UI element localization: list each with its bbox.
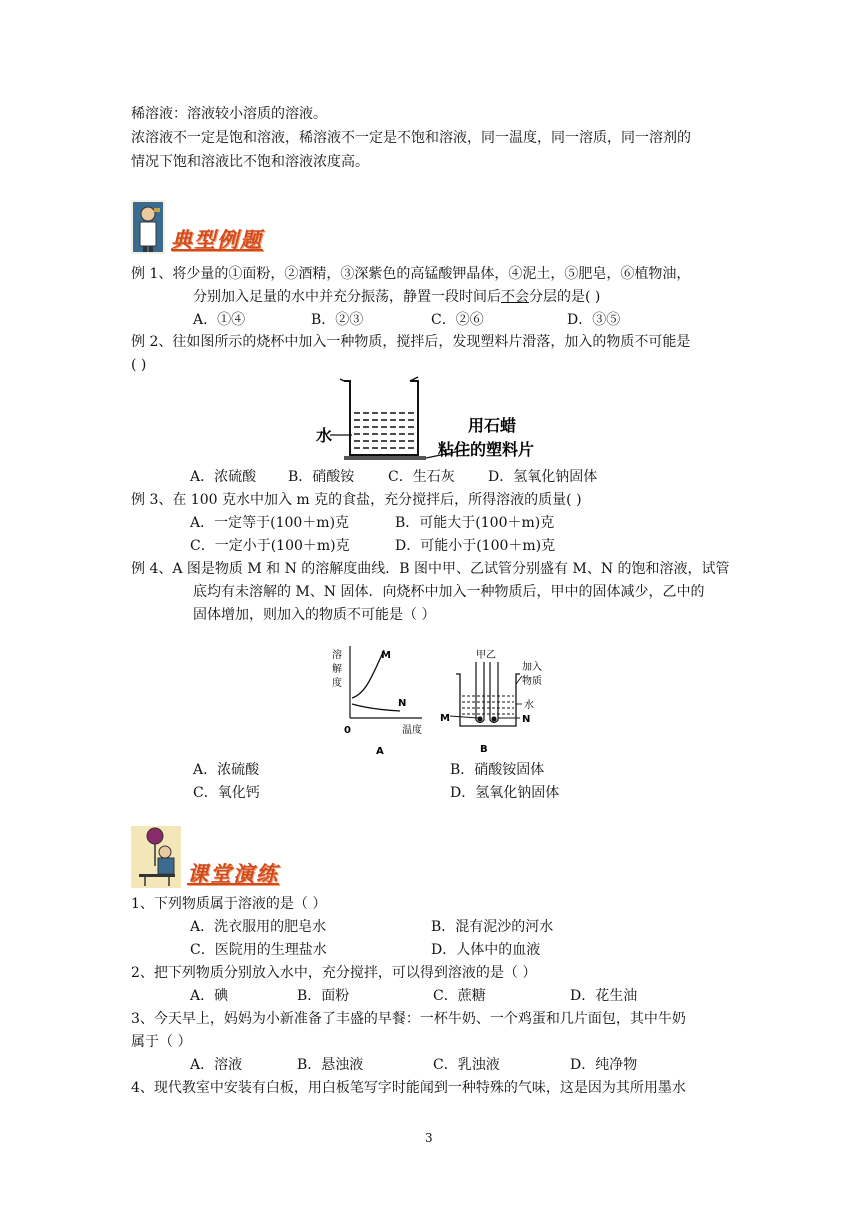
ex4-line-1: 例 4、A 图是物质 M 和 N 的溶解度曲线．B 图中甲、乙试管分别盛有 M、N 的饱和溶液，试管	[131, 561, 730, 577]
y-label-1: 溶	[332, 650, 342, 661]
ex1-option-a: A．①④	[193, 312, 246, 328]
x-label: 温度	[402, 725, 422, 736]
q3-option-d: D．纯净物	[570, 1057, 638, 1073]
wax-label: 用石蜡	[468, 416, 517, 435]
caption-a: A	[376, 746, 384, 757]
test-tube-jia	[476, 662, 484, 723]
add-substance-label-2: 物质	[522, 676, 542, 687]
water-label: 水	[316, 426, 333, 445]
solubility-chart-a	[326, 642, 426, 760]
ex4-option-d: D．氢氧化钠固体	[450, 785, 560, 801]
curve-n	[352, 704, 400, 711]
beaker-figure	[310, 375, 560, 465]
section-title: 课堂演练	[187, 862, 279, 886]
q3-option-a: A．溶液	[190, 1057, 243, 1073]
ex4-option-c: C．氧化钙	[193, 785, 260, 801]
ex1-underlined-word: 不会	[501, 289, 529, 305]
ex4-option-a: A．浓硫酸	[193, 762, 260, 778]
q1-option-b: B．混有泥沙的河水	[431, 919, 554, 935]
ex2-option-c: C．生石灰	[388, 469, 455, 485]
solid-n	[491, 716, 496, 721]
teacher-icon	[131, 200, 165, 254]
ex2-option-a: A．浓硫酸	[190, 469, 257, 485]
q3-option-c: C．乳浊液	[433, 1057, 500, 1073]
q2-option-d: D．花生油	[570, 988, 638, 1004]
ex4-line-3: 固体增加，则加入的物质不可能是（ ）	[193, 607, 436, 623]
caption-b: B	[480, 744, 488, 755]
label-n: N	[398, 698, 407, 709]
test-tube-yi	[490, 662, 498, 723]
ex1-line-2b: 分层的是( )	[529, 289, 601, 305]
origin-label: 0	[344, 725, 351, 736]
section-header-typical-examples	[131, 200, 263, 254]
intro-line-2: 浓溶液不一定是饱和溶液，稀溶液不一定是不饱和溶液，同一温度，同一溶质，同一溶剂的	[131, 130, 691, 146]
y-label-3: 度	[332, 678, 342, 689]
ex3-option-b: B．可能大于(100＋m)克	[395, 515, 555, 531]
scientist-icon	[131, 826, 181, 888]
ex3-line-1: 例 3、在 100 克水中加入 m 克的食盐，充分搅拌后，所得溶液的质量( )	[131, 492, 582, 508]
label-n-b: N	[522, 714, 531, 725]
intro-line-1: 稀溶液：溶液较小溶质的溶液。	[131, 106, 327, 122]
plastic-sheet	[344, 456, 426, 460]
ex3-option-d: D．可能小于(100＋m)克	[395, 538, 556, 554]
ex2-option-b: B．硝酸铵	[288, 469, 355, 485]
q1-option-d: D．人体中的血液	[431, 942, 541, 958]
q2-option-c: C．蔗糖	[433, 988, 486, 1004]
test-tube-figure-b	[440, 646, 552, 758]
ex1-line-2a: 分别加入足量的水中并充分振荡，静置一段时间后	[193, 289, 501, 305]
ex2-option-d: D．氢氧化钠固体	[488, 469, 598, 485]
section-header-classroom-practice	[131, 826, 279, 888]
ex2-line-2: ( )	[131, 357, 147, 373]
ex3-option-a: A．一定等于(100＋m)克	[190, 515, 350, 531]
section-title: 典型例题	[171, 228, 263, 252]
label-m-b: M	[440, 713, 450, 724]
y-label-2: 解	[332, 664, 342, 675]
ex1-line-1: 例 1、将少量的①面粉，②酒精，③深紫色的高锰酸钾晶体，④泥土，⑤肥皂，⑥植物油，	[131, 266, 691, 282]
q3-option-b: B．悬浊液	[297, 1057, 364, 1073]
curve-m	[352, 650, 384, 698]
q1-option-c: C．医院用的生理盐水	[190, 942, 327, 958]
q1-line-1: 1、下列物质属于溶液的是（ ）	[131, 896, 327, 912]
water-dashes	[354, 413, 414, 448]
ex2-line-1: 例 2、往如图所示的烧杯中加入一种物质，搅拌后，发现塑料片滑落，加入的物质不可能是	[131, 334, 691, 350]
q2-option-b: B．面粉	[297, 988, 350, 1004]
q1-option-a: A．洗衣服用的肥皂水	[190, 919, 327, 935]
page-number: 3	[425, 1131, 433, 1145]
ex1-option-c: C．②⑥	[431, 312, 484, 328]
ex3-option-c: C．一定小于(100＋m)克	[190, 538, 350, 554]
add-substance-label-1: 加入	[522, 662, 542, 673]
q4-line-1: 4、现代教室中安装有白板，用白板笔写字时能闻到一种特殊的气味，这是因为其所用墨水	[131, 1080, 686, 1096]
ex1-line-2	[193, 287, 600, 307]
plastic-sheet-label: 粘住的塑料片	[438, 440, 535, 459]
q2-option-a: A．碘	[190, 988, 229, 1004]
solid-m	[477, 716, 482, 721]
intro-line-3: 情况下饱和溶液比不饱和溶液浓度高。	[131, 154, 369, 170]
q3-line-1: 3、今天早上，妈妈为小新准备了丰盛的早餐：一杯牛奶、一个鸡蛋和几片面包，其中牛奶	[131, 1011, 686, 1027]
q2-line-1: 2、把下列物质分别放入水中，充分搅拌，可以得到溶液的是（ ）	[131, 965, 537, 981]
ex4-option-b: B．硝酸铵固体	[450, 762, 545, 778]
ex4-line-2: 底均有未溶解的 M、N 固体．向烧杯中加入一种物质后，甲中的固体减少，乙中的	[193, 584, 705, 600]
ex1-option-b: B．②③	[311, 312, 364, 328]
water-label-b: 水	[524, 700, 534, 711]
ex1-option-d: D．③⑤	[567, 312, 621, 328]
q3-line-2: 属于（ ）	[131, 1034, 192, 1050]
jia-yi-label: 甲乙	[476, 650, 496, 661]
label-m: M	[381, 650, 391, 661]
